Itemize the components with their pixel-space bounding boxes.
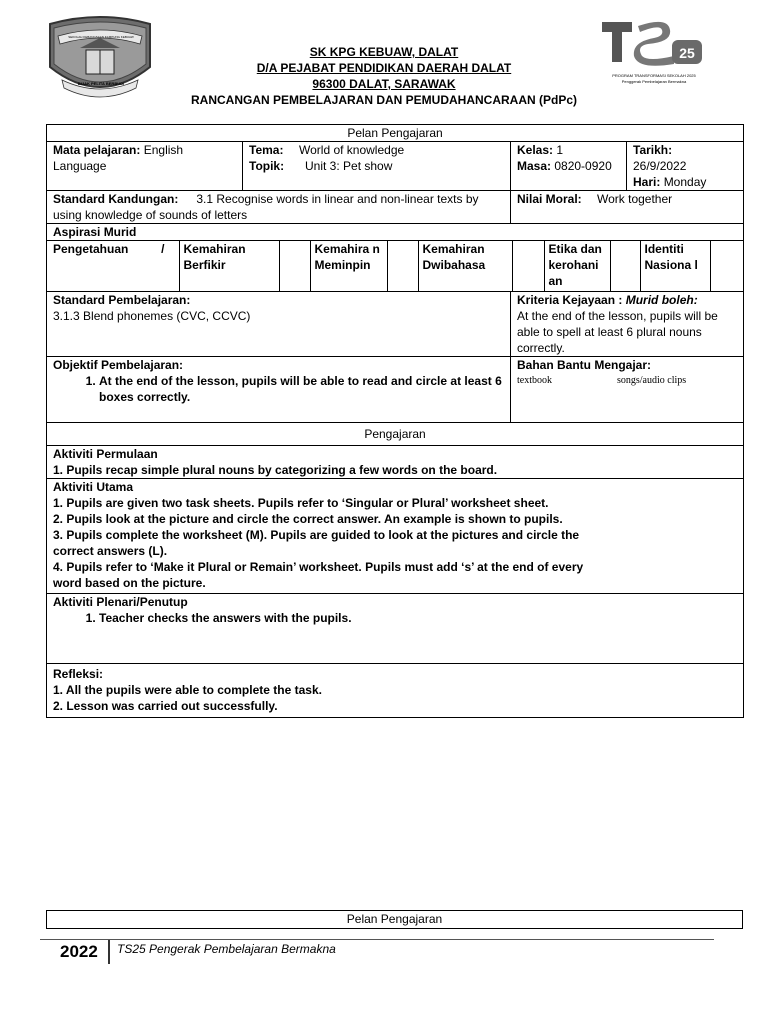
nilai-cell [511, 191, 744, 224]
masa-label: Masa: [517, 159, 552, 173]
ts25-caption-2: Penggerak Pembelajaran Bermakna [621, 79, 687, 84]
subject-value: English Language [53, 143, 184, 173]
refleksi-item-2: 2. Lesson was carried out successfully. [53, 699, 278, 713]
sk-label: Standard Kandungan: [53, 192, 179, 206]
utama-item-3: 3. Pupils complete the worksheet (M). Pupils are guided to look at the pictures and circle the correct answers (L). [53, 528, 580, 558]
kriteria-value: At the end of the lesson, pupils will be able to spell at least 6 plural nouns correctly. [517, 309, 718, 355]
objektif-value: 1. At the end of the lesson, pupils will be able to read and circle at least 6 boxes correctly. [99, 373, 504, 405]
utama-item-2: 2. Pupils look at the picture and circle the correct answer. An example is shown to pupils. [53, 512, 563, 526]
school-crest-motto: BIJAK PELITA BERBUDI [77, 81, 125, 86]
tema-value: World of knowledge [299, 143, 405, 157]
utama-item-1: 1. Pupils are given two task sheets. Pupils refer to ‘Singular or Plural’ worksheet sheet. [53, 496, 549, 510]
aspirasi-berfikir: Kemahiran Berfikir [179, 241, 279, 291]
school-office: D/A PEJABAT PENDIDIKAN DAERAH DALAT [256, 61, 512, 75]
plan-title: Pelan Pengajaran [47, 125, 744, 142]
aspirasi-pengetahuan: Pengetahuan [53, 242, 129, 256]
second-plan-title: Pelan Pengajaran [346, 912, 443, 926]
subject-cell [47, 142, 243, 191]
aspirasi-etika: Etika dan kerohani an [544, 241, 610, 291]
school-address: 96300 DALAT, SARAWAK [312, 77, 456, 91]
tarikh-label: Tarikh: [633, 143, 673, 157]
bbm-item-1: textbook [517, 375, 552, 386]
permulaan-label: Aktiviti Permulaan [53, 447, 158, 461]
utama-cell [47, 479, 744, 594]
footer-rule [40, 939, 714, 940]
plenari-cell [47, 594, 744, 664]
aspirasi-dwibahasa: Kemahiran Dwibahasa [418, 241, 512, 291]
permulaan-cell [47, 446, 744, 479]
aspirasi-pengetahuan-mark: / [161, 242, 165, 256]
masa-value: 0820-0920 [554, 159, 612, 173]
standard-kandungan-cell [47, 191, 511, 224]
plenari-label: Aktiviti Plenari/Penutup [53, 595, 188, 609]
date-cell [627, 142, 744, 191]
utama-label: Aktiviti Utama [53, 480, 134, 494]
sk-value: 3.1 Recognise words in linear and non-linear texts by using knowledge of sounds of letters [53, 192, 479, 222]
footer-tagline: TS25 Pengerak Pembelajaran Bermakna [117, 942, 336, 956]
refleksi-item-1: 1. All the pupils were able to complete the task. [53, 683, 322, 697]
aspirasi-label: Aspirasi Murid [47, 224, 744, 241]
school-name: SK KPG KEBUAW, DALAT [309, 45, 459, 59]
standard-pembelajaran-cell [47, 292, 511, 357]
second-plan-title-box [46, 910, 743, 929]
pengajaran-title: Pengajaran [47, 423, 744, 446]
tema-label: Tema: [249, 143, 284, 157]
kriteria-label: Kriteria Kejayaan : [517, 293, 626, 307]
aspirasi-identiti-mark [710, 241, 744, 291]
aspirasi-etika-mark [610, 241, 640, 291]
aspirasi-memimpin: Kemahira n Meminpin [310, 241, 387, 291]
topik-label: Topik: [249, 159, 285, 173]
nilai-label: Nilai Moral: [517, 192, 582, 206]
objektif-label: Objektif Pembelajaran: [53, 358, 184, 372]
plenari-item-1: 1. Teacher checks the answers with the pupils. [99, 610, 737, 626]
aspirasi-dwibahasa-mark [512, 241, 544, 291]
sp-value: 3.1.3 Blend phonemes (CVC, CCVC) [53, 309, 251, 323]
document-title: RANCANGAN PEMBELAJARAN DAN PEMUDAHANCARAAN (PdPc) [190, 93, 577, 107]
tarikh-value: 26/9/2022 [633, 159, 687, 173]
svg-text:25: 25 [679, 45, 695, 61]
theme-cell [243, 142, 511, 191]
refleksi-label: Refleksi: [53, 667, 104, 681]
class-cell [511, 142, 627, 191]
aspirasi-berfikir-mark [279, 241, 310, 291]
aspirasi-row [47, 241, 744, 292]
permulaan-item-1: 1. Pupils recap simple plural nouns by categorizing a few words on the board. [53, 463, 498, 477]
ts25-caption-1: PROGRAM TRANSFORMASI SEKOLAH 2025 [612, 73, 696, 78]
school-crest-logo [40, 12, 160, 102]
bbm-cell [511, 357, 744, 423]
kriteria-cell [511, 292, 744, 357]
nilai-value: Work together [597, 192, 673, 206]
lesson-plan-table [46, 124, 744, 718]
utama-item-4: 4. Pupils refer to ‘Make it Plural or Remain’ worksheet. Pupils must add ‘s’ at the end of every word based on the picture. [53, 560, 584, 590]
topik-value: Unit 3: Pet show [305, 159, 393, 173]
bbm-label: Bahan Bantu Mengajar: [517, 358, 652, 372]
aspirasi-identiti: Identiti Nasiona l [640, 241, 710, 291]
objektif-cell [47, 357, 511, 423]
kelas-label: Kelas: [517, 143, 554, 157]
sp-label: Standard Pembelajaran: [53, 293, 191, 307]
school-crest-ribbon: SEKOLAH KEBANGSAAN KAMPUNG KEBUAW [68, 35, 134, 39]
subject-label: Mata pelajaran: [53, 143, 141, 157]
refleksi-cell [47, 664, 744, 718]
kelas-value: 1 [556, 143, 564, 157]
footer-year: 2022 [60, 942, 98, 961]
kriteria-label-italic: Murid boleh: [625, 293, 698, 307]
aspirasi-memimpin-mark [387, 241, 418, 291]
hari-value: Monday [663, 175, 707, 189]
bbm-item-2: songs/audio clips [617, 375, 687, 386]
footer-divider [108, 940, 110, 964]
hari-label: Hari: [633, 175, 661, 189]
